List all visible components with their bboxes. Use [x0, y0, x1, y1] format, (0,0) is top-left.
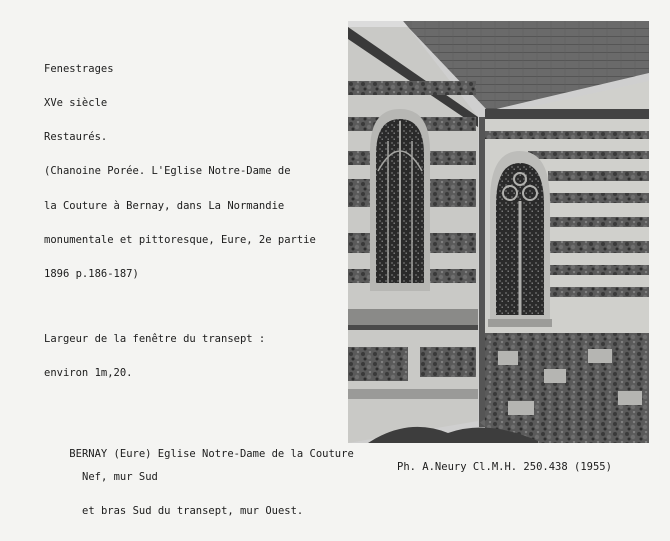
- caption-location: BERNAY (Eure) Eglise Notre-Dame de la Couture: [69, 448, 354, 461]
- notes-line: (Chanoine Porée. L'Eglise Notre-Dame de: [44, 165, 291, 178]
- description-notes: [44, 41, 344, 403]
- dimension-line: environ 1m,20.: [44, 367, 133, 380]
- church-photograph: [348, 21, 649, 443]
- notes-line: 1896 p.186-187): [44, 268, 139, 281]
- photo-caption: [44, 438, 354, 541]
- caption-detail: Nef, mur Sud: [82, 471, 158, 484]
- notes-line: Fenestrages: [44, 62, 114, 75]
- photo-credit: Ph. A.Neury Cl.M.H. 250.438 (1955): [397, 461, 612, 473]
- notes-line: monumentale et pittoresque, Eure, 2e partie: [44, 233, 316, 246]
- dimension-line: Largeur de la fenêtre du transept :: [44, 333, 266, 346]
- notes-line: XVe siècle: [44, 97, 108, 110]
- caption-detail: et bras Sud du transept, mur Ouest.: [82, 505, 304, 518]
- notes-line: la Couture à Bernay, dans La Normandie: [44, 199, 285, 212]
- notes-line: Restaurés.: [44, 131, 108, 144]
